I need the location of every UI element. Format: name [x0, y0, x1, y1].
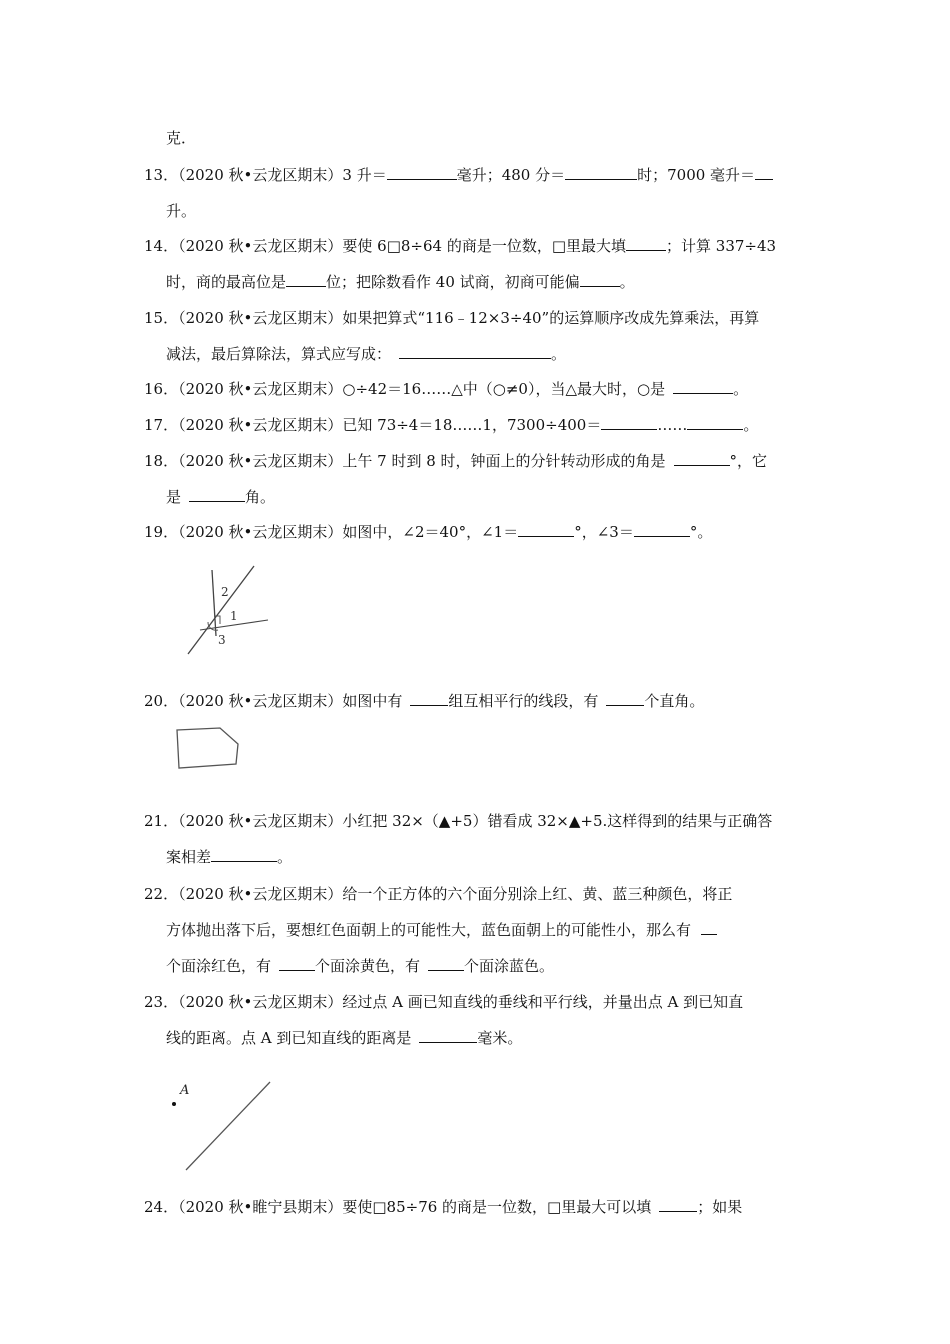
answer-blank[interactable]: [211, 847, 277, 862]
answer-blank[interactable]: [286, 272, 326, 287]
q12-tail: 克．: [166, 129, 197, 147]
answer-blank[interactable]: [626, 236, 666, 251]
vertical-line: [212, 570, 216, 636]
question-19: 19．（2020 秋•云龙区期末）如图中，∠2＝40°，∠1＝ °，∠3＝ °。: [144, 523, 713, 541]
question-15-cont: 减法，最后算除法，算式应写成： 。: [166, 345, 567, 363]
question-14: 14．（2020 秋•云龙区期末）要使 6□8÷64 的商是一位数，□里最大填 ；计算 337÷43: [144, 237, 777, 255]
angle-label-3: 3: [218, 633, 226, 647]
answer-blank[interactable]: [634, 522, 690, 537]
question-18: 18．（2020 秋•云龙区期末）上午 7 时到 8 时，钟面上的分针转动形成的角是 °，它: [144, 452, 768, 470]
pentagon-figure-20: [172, 724, 244, 774]
angle-label-1: 1: [230, 609, 238, 623]
answer-blank[interactable]: [428, 956, 464, 971]
answer-blank[interactable]: [419, 1028, 477, 1043]
answer-blank[interactable]: [687, 415, 743, 430]
answer-blank[interactable]: [701, 920, 717, 935]
question-13-cont: 升。: [166, 202, 197, 220]
answer-blank[interactable]: [580, 272, 620, 287]
angle-label-2: 2: [221, 585, 229, 599]
answer-blank[interactable]: [410, 691, 448, 706]
answer-blank[interactable]: [279, 956, 315, 971]
question-22-cont2: 个面涂红色，有 个面涂黄色，有 个面涂蓝色。: [166, 957, 555, 975]
answer-blank[interactable]: [565, 165, 637, 180]
answer-blank[interactable]: [674, 451, 730, 466]
question-23: 23．（2020 秋•云龙区期末）经过点 A 画已知直线的垂线和平行线，并量出点 A 到已知直: [144, 993, 744, 1011]
answer-blank[interactable]: [518, 522, 574, 537]
answer-blank[interactable]: [399, 344, 551, 359]
point-a: [172, 1102, 176, 1106]
answer-blank[interactable]: [387, 165, 457, 180]
question-20: 20．（2020 秋•云龙区期末）如图中有 组互相平行的线段，有 个直角。: [144, 692, 705, 710]
answer-blank[interactable]: [606, 691, 644, 706]
line-figure-23: [164, 1076, 284, 1176]
question-14-cont: 时，商的最高位是 位；把除数看作 40 试商，初商可能偏 。: [166, 273, 635, 291]
given-line: [186, 1082, 270, 1170]
question-15: 15．（2020 秋•云龙区期末）如果把算式“116﹣12×3÷40”的运算顺序改成先算乘法，再算: [144, 309, 760, 327]
question-22-cont: 方体抛出落下后，要想红色面朝上的可能性大，蓝色面朝上的可能性小，那么有: [166, 920, 717, 940]
question-23-cont: 线的距离。点 A 到已知直线的距离是 毫米。: [166, 1029, 523, 1047]
question-17: 17．（2020 秋•云龙区期末）已知 73÷4＝18……1，7300÷400＝ …… 。: [144, 416, 759, 434]
question-21: 21．（2020 秋•云龙区期末）小红把 32×（▲+5）错看成 32×▲+5.这样得到的结果与正确答: [144, 812, 773, 830]
answer-blank[interactable]: [673, 379, 733, 394]
answer-blank[interactable]: [601, 415, 657, 430]
point-a-label: A: [180, 1083, 190, 1098]
answer-blank[interactable]: [189, 487, 245, 502]
question-16: 16．（2020 秋•云龙区期末）○÷42＝16……△中（○≠0），当△最大时，○是 。: [144, 380, 749, 398]
answer-blank[interactable]: [659, 1197, 697, 1212]
question-24: 24．（2020 秋•睢宁县期末）要使□85÷76 的商是一位数，□里最大可以填 ；如果: [144, 1198, 743, 1216]
question-22: 22．（2020 秋•云龙区期末）给一个正方体的六个面分别涂上红、黄、蓝三种颜色，将正: [144, 885, 733, 903]
question-18-cont: 是 角。: [166, 488, 276, 506]
angle-figure-19: [178, 562, 278, 658]
pentagon-shape: [177, 728, 238, 768]
answer-blank[interactable]: [755, 165, 773, 180]
question-13: 13．（2020 秋•云龙区期末）3 升＝ 毫升；480 分＝ 时；7000 毫升＝: [144, 165, 773, 185]
question-21-cont: 案相差 。: [166, 848, 293, 866]
